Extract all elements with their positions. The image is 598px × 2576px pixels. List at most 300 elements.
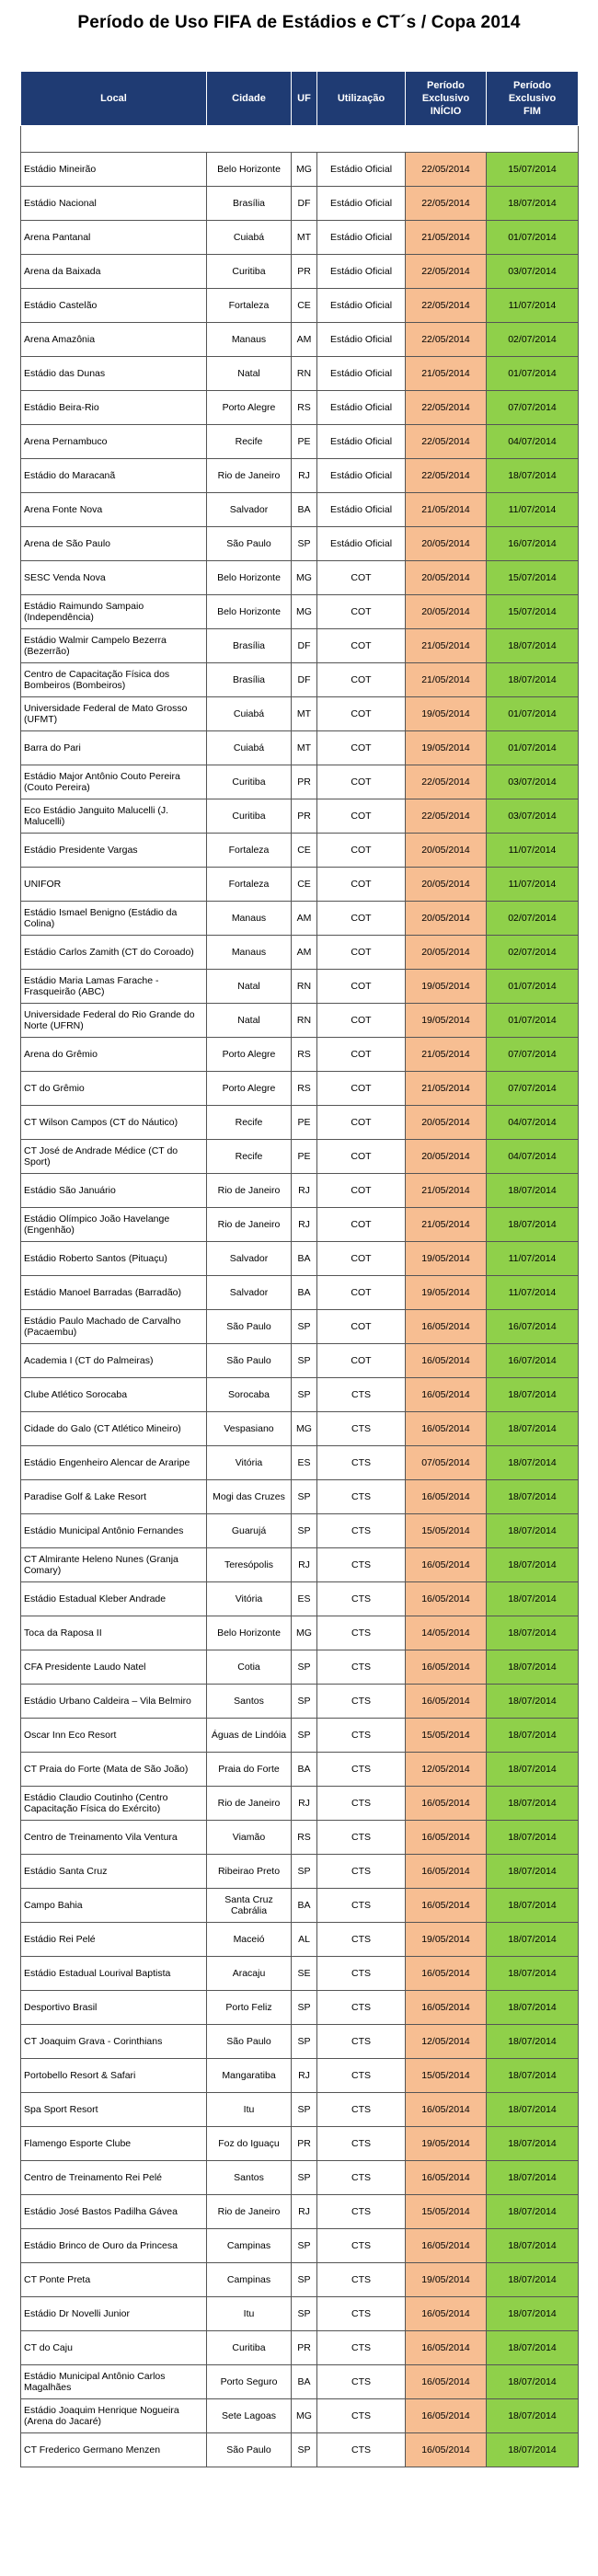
cell-uf: AL [292,1923,317,1957]
cell-fim: 01/07/2014 [487,731,579,765]
cell-uf: RS [292,391,317,425]
cell-inicio: 19/05/2014 [406,1242,487,1276]
cell-local: Universidade Federal do Rio Grande do Norte (UFRN) [21,1004,207,1038]
cell-uf: RJ [292,1548,317,1582]
cell-local: CT Frederico Germano Menzen [21,2433,207,2467]
cell-fim: 15/07/2014 [487,153,579,187]
cell-inicio: 16/05/2014 [406,1310,487,1344]
cell-inicio: 15/05/2014 [406,2195,487,2229]
cell-uf: SP [292,2263,317,2297]
cell-utilizacao: COT [317,595,406,629]
table-row [21,459,579,493]
cell-fim: 02/07/2014 [487,936,579,970]
cell-uf: SP [292,2025,317,2059]
table-row [21,561,579,595]
cell-uf: DF [292,629,317,663]
cell-local: Portobello Resort & Safari [21,2059,207,2093]
table-row [21,663,579,697]
cell-fim: 01/07/2014 [487,221,579,255]
cell-fim: 15/07/2014 [487,595,579,629]
cell-cidade: Belo Horizonte [207,1616,292,1650]
cell-inicio: 22/05/2014 [406,187,487,221]
table-row [21,1957,579,1991]
cell-utilizacao: COT [317,1242,406,1276]
cell-local: Eco Estádio Janguito Malucelli (J. Malucelli) [21,799,207,834]
cell-inicio: 16/05/2014 [406,1378,487,1412]
cell-cidade: São Paulo [207,2433,292,2467]
cell-uf: AM [292,323,317,357]
cell-cidade: Porto Alegre [207,391,292,425]
header-fim-line1: Período [513,80,551,91]
cell-uf: AM [292,902,317,936]
cell-local: Arena Pernambuco [21,425,207,459]
table-row [21,731,579,765]
cell-uf: RJ [292,1787,317,1821]
cell-cidade: Sete Lagoas [207,2399,292,2433]
cell-cidade: Campinas [207,2229,292,2263]
cell-uf: MT [292,697,317,731]
table-row [21,221,579,255]
cell-uf: MG [292,2399,317,2433]
cell-inicio: 19/05/2014 [406,1004,487,1038]
cell-cidade: Foz do Iguaçu [207,2127,292,2161]
cell-fim: 18/07/2014 [487,2127,579,2161]
cell-fim: 16/07/2014 [487,527,579,561]
cell-cidade: Campinas [207,2263,292,2297]
cell-local: Estádio Walmir Campelo Bezerra (Bezerrão) [21,629,207,663]
cell-uf: SP [292,1514,317,1548]
cell-local: Estádio do Maracanã [21,459,207,493]
cell-utilizacao: CTS [317,1719,406,1753]
cell-cidade: Santos [207,1685,292,1719]
cell-fim: 11/07/2014 [487,493,579,527]
cell-uf: PR [292,765,317,799]
cell-fim: 04/07/2014 [487,425,579,459]
cell-utilizacao: Estádio Oficial [317,323,406,357]
cell-inicio: 22/05/2014 [406,765,487,799]
cell-utilizacao: COT [317,1004,406,1038]
cell-local: Clube Atlético Sorocaba [21,1378,207,1412]
cell-cidade: Manaus [207,323,292,357]
cell-local: Spa Sport Resort [21,2093,207,2127]
cell-local: Barra do Pari [21,731,207,765]
cell-cidade: Porto Feliz [207,1991,292,2025]
table-row [21,1787,579,1821]
cell-uf: SP [292,1344,317,1378]
cell-cidade: Vespasiano [207,1412,292,1446]
cell-local: Estádio José Bastos Padilha Gávea [21,2195,207,2229]
cell-cidade: Manaus [207,936,292,970]
cell-inicio: 16/05/2014 [406,2093,487,2127]
cell-local: Paradise Golf & Lake Resort [21,1480,207,1514]
cell-fim: 11/07/2014 [487,868,579,902]
cell-local: Estádio Paulo Machado de Carvalho (Pacaembu) [21,1310,207,1344]
cell-utilizacao: CTS [317,2093,406,2127]
table-row [21,425,579,459]
cell-fim: 18/07/2014 [487,1582,579,1616]
cell-inicio: 12/05/2014 [406,2025,487,2059]
cell-inicio: 20/05/2014 [406,561,487,595]
table-row [21,697,579,731]
cell-inicio: 16/05/2014 [406,1855,487,1889]
cell-fim: 18/07/2014 [487,1991,579,2025]
cell-cidade: Belo Horizonte [207,595,292,629]
cell-cidade: Rio de Janeiro [207,2195,292,2229]
table-row [21,2195,579,2229]
cell-fim: 18/07/2014 [487,2297,579,2331]
cell-uf: SE [292,1957,317,1991]
cell-inicio: 21/05/2014 [406,357,487,391]
cell-cidade: Brasília [207,629,292,663]
cell-fim: 18/07/2014 [487,1480,579,1514]
cell-fim: 18/07/2014 [487,1821,579,1855]
cell-local: Estádio Presidente Vargas [21,834,207,868]
cell-uf: RJ [292,2195,317,2229]
page-title: Período de Uso FIFA de Estádios e CT´s / Copa 2014 [77,13,521,32]
cell-cidade: Maceió [207,1923,292,1957]
cell-local: Estádio Santa Cruz [21,1855,207,1889]
cell-utilizacao: COT [317,1140,406,1174]
cell-fim: 01/07/2014 [487,970,579,1004]
cell-fim: 15/07/2014 [487,561,579,595]
table-row [21,834,579,868]
cell-uf: RN [292,970,317,1004]
cell-cidade: Cuiabá [207,221,292,255]
cell-uf: CE [292,834,317,868]
cell-uf: PE [292,425,317,459]
cell-uf: MG [292,1412,317,1446]
cell-utilizacao: COT [317,629,406,663]
cell-utilizacao: COT [317,1208,406,1242]
cell-fim: 07/07/2014 [487,1038,579,1072]
cell-utilizacao: COT [317,902,406,936]
cell-local: Toca da Raposa II [21,1616,207,1650]
cell-fim: 18/07/2014 [487,1855,579,1889]
cell-utilizacao: CTS [317,1855,406,1889]
cell-cidade: Vitória [207,1446,292,1480]
cell-uf: SP [292,1685,317,1719]
table-row [21,1719,579,1753]
cell-utilizacao: COT [317,834,406,868]
cell-uf: MG [292,153,317,187]
cell-uf: BA [292,1276,317,1310]
cell-inicio: 16/05/2014 [406,2331,487,2365]
cell-inicio: 21/05/2014 [406,221,487,255]
cell-inicio: 20/05/2014 [406,595,487,629]
cell-inicio: 20/05/2014 [406,834,487,868]
table-row [21,2365,579,2399]
cell-utilizacao: COT [317,765,406,799]
cell-local: Estádio Brinco de Ouro da Princesa [21,2229,207,2263]
table-row [21,765,579,799]
table-row [21,2229,579,2263]
cell-fim: 11/07/2014 [487,289,579,323]
table-row [21,1038,579,1072]
cell-utilizacao: CTS [317,1412,406,1446]
cell-local: Flamengo Esporte Clube [21,2127,207,2161]
cell-utilizacao: Estádio Oficial [317,357,406,391]
cell-utilizacao: CTS [317,1991,406,2025]
cell-utilizacao: COT [317,1174,406,1208]
cell-local: Academia I (CT do Palmeiras) [21,1344,207,1378]
table-row [21,289,579,323]
cell-utilizacao: COT [317,1310,406,1344]
cell-utilizacao: Estádio Oficial [317,255,406,289]
cell-fim: 18/07/2014 [487,1719,579,1753]
cell-inicio: 22/05/2014 [406,289,487,323]
cell-fim: 18/07/2014 [487,1616,579,1650]
cell-uf: RJ [292,459,317,493]
cell-cidade: Viamão [207,1821,292,1855]
table-row [21,902,579,936]
cell-local: Estádio Claudio Coutinho (Centro Capacitação Física do Exército) [21,1787,207,1821]
cell-cidade: Cotia [207,1650,292,1685]
table-row [21,2331,579,2365]
table-row [21,2127,579,2161]
cell-inicio: 21/05/2014 [406,493,487,527]
stadium-usage-table [20,71,579,2467]
table-row [21,1276,579,1310]
table-row [21,323,579,357]
cell-local: Arena do Grêmio [21,1038,207,1072]
cell-utilizacao: CTS [317,2297,406,2331]
cell-cidade: Teresópolis [207,1548,292,1582]
cell-uf: RN [292,357,317,391]
cell-utilizacao: COT [317,1276,406,1310]
cell-local: Arena Pantanal [21,221,207,255]
table-body [21,126,579,2467]
cell-fim: 18/07/2014 [487,2025,579,2059]
cell-local: Estádio Dr Novelli Junior [21,2297,207,2331]
cell-cidade: Rio de Janeiro [207,1174,292,1208]
table-row [21,1582,579,1616]
cell-inicio: 21/05/2014 [406,1174,487,1208]
cell-uf: PR [292,799,317,834]
cell-local: Arena Amazônia [21,323,207,357]
cell-utilizacao: CTS [317,1616,406,1650]
cell-fim: 03/07/2014 [487,765,579,799]
table-row [21,527,579,561]
cell-cidade: Natal [207,970,292,1004]
cell-inicio: 16/05/2014 [406,1991,487,2025]
cell-cidade: Aracaju [207,1957,292,1991]
cell-cidade: Porto Alegre [207,1072,292,1106]
cell-inicio: 15/05/2014 [406,1719,487,1753]
header-fim-line3: FIM [523,106,541,117]
cell-inicio: 19/05/2014 [406,1276,487,1310]
cell-utilizacao: COT [317,663,406,697]
cell-inicio: 20/05/2014 [406,868,487,902]
cell-uf: MG [292,595,317,629]
cell-fim: 18/07/2014 [487,1650,579,1685]
cell-fim: 07/07/2014 [487,1072,579,1106]
cell-cidade: Recife [207,425,292,459]
cell-local: CT Wilson Campos (CT do Náutico) [21,1106,207,1140]
cell-local: Estádio Mineirão [21,153,207,187]
cell-uf: PE [292,1106,317,1140]
cell-utilizacao: CTS [317,1480,406,1514]
cell-inicio: 15/05/2014 [406,2059,487,2093]
cell-utilizacao: Estádio Oficial [317,153,406,187]
cell-fim: 18/07/2014 [487,1889,579,1923]
cell-inicio: 21/05/2014 [406,629,487,663]
cell-local: Estádio Manoel Barradas (Barradão) [21,1276,207,1310]
cell-inicio: 16/05/2014 [406,1787,487,1821]
cell-uf: MG [292,1616,317,1650]
cell-fim: 16/07/2014 [487,1310,579,1344]
table-row [21,1514,579,1548]
cell-uf: BA [292,1889,317,1923]
cell-local: Estádio Engenheiro Alencar de Araripe [21,1446,207,1480]
cell-fim: 18/07/2014 [487,2365,579,2399]
cell-inicio: 19/05/2014 [406,2263,487,2297]
table-row [21,187,579,221]
cell-cidade: São Paulo [207,2025,292,2059]
cell-uf: RS [292,1072,317,1106]
cell-inicio: 22/05/2014 [406,323,487,357]
cell-fim: 18/07/2014 [487,663,579,697]
cell-local: Estádio Joaquim Henrique Nogueira (Arena do Jacaré) [21,2399,207,2433]
table-row [21,1310,579,1344]
cell-local: CT Joaquim Grava - Corinthians [21,2025,207,2059]
table-row [21,1821,579,1855]
cell-utilizacao: Estádio Oficial [317,527,406,561]
cell-local: SESC Venda Nova [21,561,207,595]
cell-inicio: 14/05/2014 [406,1616,487,1650]
table-row [21,1378,579,1412]
cell-utilizacao: CTS [317,1787,406,1821]
cell-fim: 04/07/2014 [487,1106,579,1140]
cell-cidade: São Paulo [207,1310,292,1344]
cell-uf: SP [292,2161,317,2195]
cell-fim: 18/07/2014 [487,1174,579,1208]
cell-inicio: 19/05/2014 [406,731,487,765]
header-utilizacao: Utilização [317,72,406,126]
cell-uf: ES [292,1582,317,1616]
cell-cidade: Porto Alegre [207,1038,292,1072]
cell-cidade: Mangaratiba [207,2059,292,2093]
cell-inicio: 21/05/2014 [406,1208,487,1242]
cell-fim: 18/07/2014 [487,2399,579,2433]
table-row [21,2025,579,2059]
cell-inicio: 16/05/2014 [406,1685,487,1719]
cell-uf: BA [292,2365,317,2399]
cell-fim: 18/07/2014 [487,1446,579,1480]
cell-uf: RJ [292,1208,317,1242]
cell-uf: ES [292,1446,317,1480]
cell-cidade: Santa Cruz Cabrália [207,1889,292,1923]
cell-local: UNIFOR [21,868,207,902]
cell-cidade: São Paulo [207,527,292,561]
table-row [21,1923,579,1957]
cell-utilizacao: CTS [317,1582,406,1616]
cell-uf: MT [292,221,317,255]
cell-inicio: 16/05/2014 [406,1957,487,1991]
cell-inicio: 21/05/2014 [406,663,487,697]
cell-inicio: 16/05/2014 [406,1344,487,1378]
cell-fim: 18/07/2014 [487,1412,579,1446]
cell-local: Oscar Inn Eco Resort [21,1719,207,1753]
table-row [21,629,579,663]
cell-utilizacao: Estádio Oficial [317,289,406,323]
table-row [21,1072,579,1106]
cell-uf: CE [292,289,317,323]
cell-local: Estádio Maria Lamas Farache - Frasqueirão (ABC) [21,970,207,1004]
table-row [21,1140,579,1174]
cell-uf: PR [292,2127,317,2161]
cell-cidade: Cuiabá [207,697,292,731]
cell-cidade: Mogi das Cruzes [207,1480,292,1514]
cell-cidade: Fortaleza [207,868,292,902]
table-row [21,1855,579,1889]
cell-uf: BA [292,1242,317,1276]
cell-fim: 18/07/2014 [487,629,579,663]
cell-utilizacao: CTS [317,1923,406,1957]
table-row [21,2399,579,2433]
cell-fim: 18/07/2014 [487,187,579,221]
cell-cidade: Ribeirao Preto [207,1855,292,1889]
cell-uf: BA [292,493,317,527]
cell-cidade: Itu [207,2093,292,2127]
cell-inicio: 19/05/2014 [406,697,487,731]
cell-fim: 18/07/2014 [487,2195,579,2229]
cell-fim: 01/07/2014 [487,1004,579,1038]
cell-uf: PR [292,255,317,289]
cell-cidade: Cuiabá [207,731,292,765]
cell-uf: RJ [292,1174,317,1208]
cell-cidade: Natal [207,357,292,391]
cell-local: Estádio Castelão [21,289,207,323]
cell-local: Estádio das Dunas [21,357,207,391]
cell-local: Estádio Raimundo Sampaio (Independência) [21,595,207,629]
cell-uf: SP [292,2093,317,2127]
cell-fim: 18/07/2014 [487,1685,579,1719]
cell-uf: SP [292,1378,317,1412]
table-header [21,72,579,126]
cell-inicio: 16/05/2014 [406,1889,487,1923]
cell-inicio: 20/05/2014 [406,527,487,561]
cell-local: Arena Fonte Nova [21,493,207,527]
cell-inicio: 22/05/2014 [406,459,487,493]
stadium-usage-table-container [20,71,578,2467]
cell-utilizacao: Estádio Oficial [317,187,406,221]
cell-local: Estádio Ismael Benigno (Estádio da Colina) [21,902,207,936]
cell-utilizacao: Estádio Oficial [317,425,406,459]
cell-cidade: Salvador [207,1276,292,1310]
cell-uf: SP [292,2297,317,2331]
cell-inicio: 16/05/2014 [406,1480,487,1514]
cell-inicio: 22/05/2014 [406,425,487,459]
cell-fim: 11/07/2014 [487,834,579,868]
cell-local: CFA Presidente Laudo Natel [21,1650,207,1685]
cell-cidade: Brasília [207,663,292,697]
cell-cidade: Águas de Lindóia [207,1719,292,1753]
cell-inicio: 20/05/2014 [406,902,487,936]
table-row [21,970,579,1004]
cell-fim: 11/07/2014 [487,1276,579,1310]
cell-inicio: 12/05/2014 [406,1753,487,1787]
cell-local: Arena da Baixada [21,255,207,289]
table-row [21,868,579,902]
cell-utilizacao: CTS [317,2195,406,2229]
cell-local: Estádio São Januário [21,1174,207,1208]
cell-uf: RS [292,1038,317,1072]
cell-utilizacao: CTS [317,1378,406,1412]
cell-uf: SP [292,527,317,561]
cell-local: CT Ponte Preta [21,2263,207,2297]
cell-local: Centro de Capacitação Física dos Bombeiros (Bombeiros) [21,663,207,697]
cell-inicio: 22/05/2014 [406,391,487,425]
